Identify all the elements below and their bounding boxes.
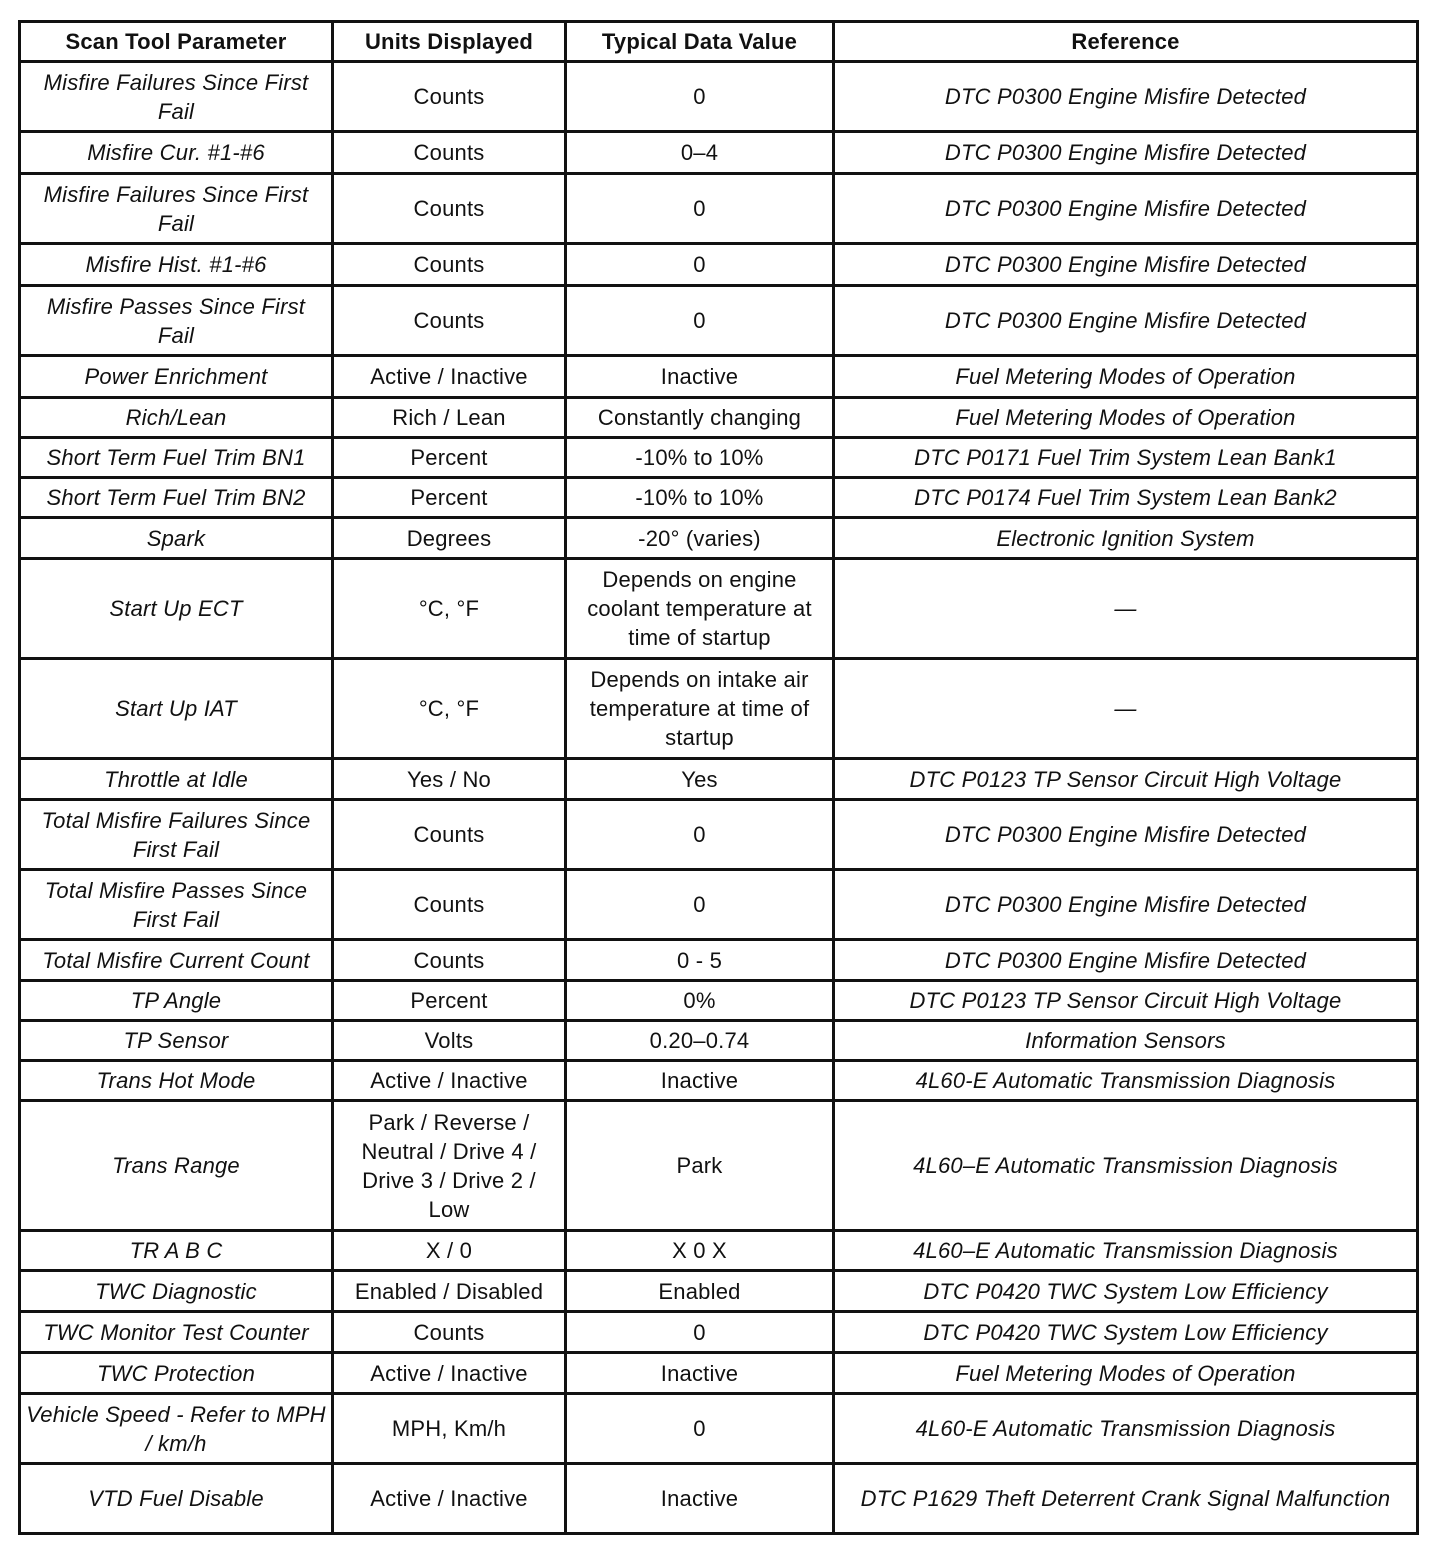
units-cell: Percent — [333, 478, 566, 518]
table-row — [20, 759, 1418, 800]
reference-cell: DTC P0300 Engine Misfire Detected — [834, 800, 1418, 870]
parameter-cell: Misfire Failures Since First Fail — [20, 62, 333, 132]
reference-cell: DTC P0171 Fuel Trim System Lean Bank1 — [834, 438, 1418, 478]
units-cell: Volts — [333, 1021, 566, 1061]
table-row — [20, 981, 1418, 1021]
reference-cell: 4L60-E Automatic Transmission Diagnosis — [834, 1061, 1418, 1101]
header-typical-data-value: Typical Data Value — [566, 22, 834, 62]
units-cell: Counts — [333, 132, 566, 174]
units-cell: Active / Inactive — [333, 1353, 566, 1394]
parameter-cell: TP Sensor — [20, 1021, 333, 1061]
typical-value-cell: X 0 X — [566, 1231, 834, 1271]
units-cell: Counts — [333, 800, 566, 870]
reference-cell: — — [834, 659, 1418, 759]
reference-cell: Information Sensors — [834, 1021, 1418, 1061]
parameter-cell: Misfire Cur. #1-#6 — [20, 132, 333, 174]
table-row — [20, 1061, 1418, 1101]
typical-value-cell: Inactive — [566, 1464, 834, 1534]
typical-value-cell: 0 — [566, 800, 834, 870]
parameter-cell: Total Misfire Passes Since First Fail — [20, 870, 333, 940]
header-reference: Reference — [834, 22, 1418, 62]
reference-cell: Fuel Metering Modes of Operation — [834, 398, 1418, 438]
units-cell: Active / Inactive — [333, 1061, 566, 1101]
parameter-cell: Spark — [20, 518, 333, 559]
parameter-cell: Power Enrichment — [20, 356, 333, 398]
reference-cell: DTC P0300 Engine Misfire Detected — [834, 132, 1418, 174]
table-row — [20, 244, 1418, 286]
reference-cell: DTC P0300 Engine Misfire Detected — [834, 286, 1418, 356]
parameter-cell: Misfire Passes Since First Fail — [20, 286, 333, 356]
reference-cell: DTC P0420 TWC System Low Efficiency — [834, 1312, 1418, 1353]
reference-cell: Fuel Metering Modes of Operation — [834, 1353, 1418, 1394]
reference-cell: 4L60–E Automatic Transmission Diagnosis — [834, 1101, 1418, 1231]
table-row — [20, 1353, 1418, 1394]
parameter-cell: TWC Monitor Test Counter — [20, 1312, 333, 1353]
parameter-cell: TR A B C — [20, 1231, 333, 1271]
units-cell: Counts — [333, 62, 566, 132]
table-row — [20, 559, 1418, 659]
units-cell: Active / Inactive — [333, 356, 566, 398]
typical-value-cell: 0 — [566, 870, 834, 940]
typical-value-cell: 0 — [566, 286, 834, 356]
table-row — [20, 1271, 1418, 1312]
units-cell: Counts — [333, 174, 566, 244]
typical-value-cell: Depends on engine coolant temperature at time of startup — [566, 559, 834, 659]
reference-cell: Electronic Ignition System — [834, 518, 1418, 559]
table-row — [20, 518, 1418, 559]
parameter-cell: Misfire Hist. #1-#6 — [20, 244, 333, 286]
parameter-cell: VTD Fuel Disable — [20, 1464, 333, 1534]
typical-value-cell: Inactive — [566, 1061, 834, 1101]
typical-value-cell: Inactive — [566, 1353, 834, 1394]
units-cell: Park / Reverse / Neutral / Drive 4 / Drive 3 / Drive 2 / Low — [333, 1101, 566, 1231]
parameter-cell: Start Up IAT — [20, 659, 333, 759]
typical-value-cell: -20° (varies) — [566, 518, 834, 559]
table-row — [20, 478, 1418, 518]
header-scan-tool-parameter: Scan Tool Parameter — [20, 22, 333, 62]
reference-cell: DTC P0300 Engine Misfire Detected — [834, 940, 1418, 981]
parameter-cell: Rich/Lean — [20, 398, 333, 438]
typical-value-cell: Depends on intake air temperature at time of startup — [566, 659, 834, 759]
parameter-cell: Start Up ECT — [20, 559, 333, 659]
typical-value-cell: Yes — [566, 759, 834, 800]
table-row — [20, 1394, 1418, 1464]
typical-value-cell: 0.20–0.74 — [566, 1021, 834, 1061]
parameter-cell: Total Misfire Current Count — [20, 940, 333, 981]
units-cell: X / 0 — [333, 1231, 566, 1271]
typical-value-cell: Inactive — [566, 356, 834, 398]
table-row — [20, 438, 1418, 478]
units-cell: Counts — [333, 244, 566, 286]
table-row — [20, 870, 1418, 940]
units-cell: Counts — [333, 286, 566, 356]
reference-cell: DTC P0123 TP Sensor Circuit High Voltage — [834, 759, 1418, 800]
parameter-cell: Vehicle Speed - Refer to MPH / km/h — [20, 1394, 333, 1464]
parameter-cell: Trans Hot Mode — [20, 1061, 333, 1101]
units-cell: Counts — [333, 1312, 566, 1353]
reference-cell: DTC P1629 Theft Deterrent Crank Signal Malfunction — [834, 1464, 1418, 1534]
table-row — [20, 286, 1418, 356]
typical-value-cell: 0% — [566, 981, 834, 1021]
typical-value-cell: 0 — [566, 62, 834, 132]
typical-value-cell: -10% to 10% — [566, 478, 834, 518]
reference-cell: 4L60-E Automatic Transmission Diagnosis — [834, 1394, 1418, 1464]
units-cell: Yes / No — [333, 759, 566, 800]
parameter-cell: TP Angle — [20, 981, 333, 1021]
table-body — [20, 62, 1418, 1534]
reference-cell: 4L60–E Automatic Transmission Diagnosis — [834, 1231, 1418, 1271]
units-cell: °C, °F — [333, 659, 566, 759]
table-row — [20, 62, 1418, 132]
table-row — [20, 800, 1418, 870]
typical-value-cell: 0 — [566, 244, 834, 286]
units-cell: °C, °F — [333, 559, 566, 659]
typical-value-cell: 0 — [566, 1312, 834, 1353]
reference-cell: DTC P0420 TWC System Low Efficiency — [834, 1271, 1418, 1312]
units-cell: Active / Inactive — [333, 1464, 566, 1534]
parameter-cell: Short Term Fuel Trim BN2 — [20, 478, 333, 518]
table-row — [20, 1464, 1418, 1534]
units-cell: Percent — [333, 438, 566, 478]
parameter-cell: Short Term Fuel Trim BN1 — [20, 438, 333, 478]
reference-cell: Fuel Metering Modes of Operation — [834, 356, 1418, 398]
units-cell: MPH, Km/h — [333, 1394, 566, 1464]
units-cell: Enabled / Disabled — [333, 1271, 566, 1312]
scan-tool-data-table-page — [18, 20, 1416, 1535]
reference-cell: DTC P0174 Fuel Trim System Lean Bank2 — [834, 478, 1418, 518]
header-units-displayed: Units Displayed — [333, 22, 566, 62]
table-row — [20, 940, 1418, 981]
typical-value-cell: 0–4 — [566, 132, 834, 174]
typical-value-cell: 0 — [566, 1394, 834, 1464]
table-row — [20, 398, 1418, 438]
units-cell: Counts — [333, 940, 566, 981]
parameter-cell: TWC Protection — [20, 1353, 333, 1394]
table-row — [20, 356, 1418, 398]
typical-value-cell: 0 — [566, 174, 834, 244]
units-cell: Degrees — [333, 518, 566, 559]
units-cell: Rich / Lean — [333, 398, 566, 438]
units-cell: Percent — [333, 981, 566, 1021]
reference-cell: DTC P0300 Engine Misfire Detected — [834, 174, 1418, 244]
reference-cell: DTC P0300 Engine Misfire Detected — [834, 62, 1418, 132]
table-row — [20, 659, 1418, 759]
parameter-cell: Total Misfire Failures Since First Fail — [20, 800, 333, 870]
table-row — [20, 1312, 1418, 1353]
reference-cell: DTC P0300 Engine Misfire Detected — [834, 870, 1418, 940]
table-header-row — [20, 22, 1418, 62]
units-cell: Counts — [333, 870, 566, 940]
table-row — [20, 1231, 1418, 1271]
reference-cell: DTC P0123 TP Sensor Circuit High Voltage — [834, 981, 1418, 1021]
parameter-cell: Throttle at Idle — [20, 759, 333, 800]
typical-value-cell: -10% to 10% — [566, 438, 834, 478]
reference-cell: — — [834, 559, 1418, 659]
reference-cell: DTC P0300 Engine Misfire Detected — [834, 244, 1418, 286]
typical-value-cell: Enabled — [566, 1271, 834, 1312]
parameter-cell: Trans Range — [20, 1101, 333, 1231]
scan-tool-data-table — [18, 20, 1419, 1535]
parameter-cell: TWC Diagnostic — [20, 1271, 333, 1312]
typical-value-cell: Park — [566, 1101, 834, 1231]
table-row — [20, 132, 1418, 174]
typical-value-cell: 0 - 5 — [566, 940, 834, 981]
table-row — [20, 174, 1418, 244]
typical-value-cell: Constantly changing — [566, 398, 834, 438]
parameter-cell: Misfire Failures Since First Fail — [20, 174, 333, 244]
table-row — [20, 1021, 1418, 1061]
table-row — [20, 1101, 1418, 1231]
